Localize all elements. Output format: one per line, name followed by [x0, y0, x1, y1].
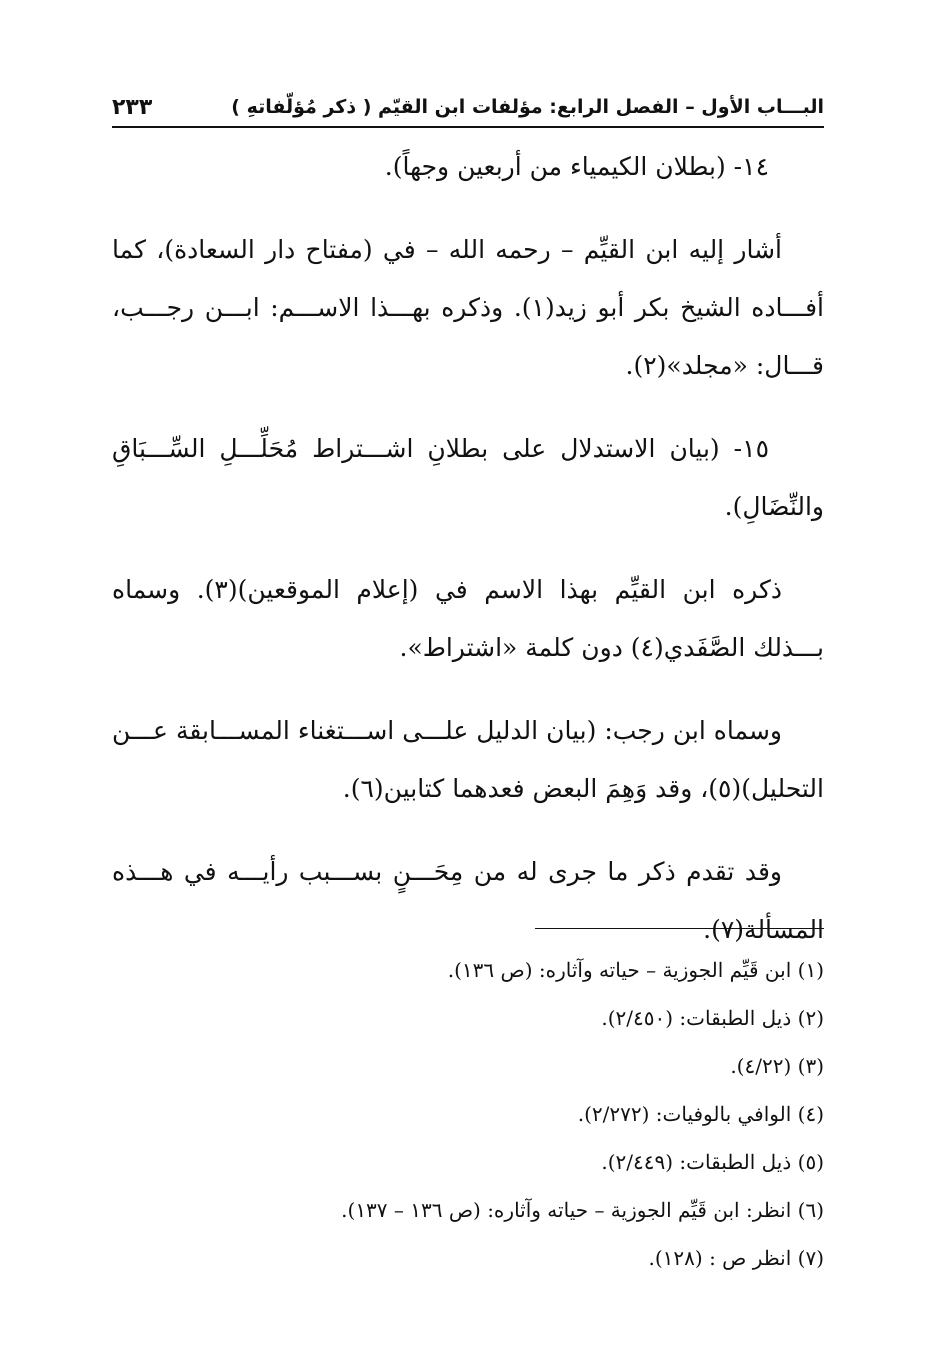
- footnote-4: (٤) الوافي بالوفيات: (٢/٢٧٢).: [577, 1102, 824, 1126]
- page-number: ٢٣٣: [112, 94, 153, 120]
- footnotes-list: [112, 946, 824, 1282]
- footnote-1: (١) ابن قَيِّم الجوزية – حياته وآثاره: (ص ١٣٦).: [447, 958, 824, 982]
- footnote-separator: [535, 928, 824, 929]
- entry-15-alt-title: وسماه ابن رجب: (بيان الدليل علـــى اســـتغناء المســـابقة عـــن التحليل)(٥)، وقد وَهِمَ البعض فعدهما كتابين(٦).: [112, 716, 824, 803]
- footnote-6: (٦) انظر: ابن قَيِّم الجوزية – حياته وآثاره: (ص ١٣٦ – ١٣٧).: [341, 1198, 824, 1222]
- header-title: البـــاب الأول – الفصل الرابع: مؤلفات ابن القيّم ( ذكر مُؤلّفاتهِ ): [231, 96, 824, 118]
- footnote-5: (٥) ذيل الطبقات: (٢/٤٤٩).: [601, 1150, 824, 1174]
- footnote-7: (٧) انظر ص : (١٢٨).: [648, 1246, 824, 1270]
- entry-15-heading: ١٥- (بيان الاستدلال على بطلانِ اشـــتراط مُحَلِّـــلِ السِّـــبَاقِ والنِّضَالِ).: [112, 434, 824, 521]
- entry-15-description: ذكره ابن القيِّم بهذا الاسم في (إعلام الموقعين)(٣). وسماه بـــذلك الصَّفَدي(٤) دون كلمة «اشتراط».: [112, 575, 824, 662]
- main-text: [112, 138, 824, 984]
- entry-15-note: وقد تقدم ذكر ما جرى له من مِحَـــنٍ بســـبب رأيـــه في هـــذه المسألة(٧).: [112, 857, 824, 944]
- footnote-3: (٣) (٤/٢٢).: [730, 1054, 824, 1078]
- footnote-2: (٢) ذيل الطبقات: (٢/٤٥٠).: [601, 1006, 824, 1030]
- running-header: [112, 88, 824, 128]
- entry-14-heading: ١٤- (بطلان الكيمياء من أربعين وجهاً).: [384, 152, 769, 181]
- entry-14-description: أشار إليه ابن القيِّم – رحمه الله – في (مفتاح دار السعادة)، كما أفـــاده الشيخ بكر أبو زيد(١). وذكره بهـــذا الاســـم: ابـــن رجـــب، قـــال: «مجلد»(٢).: [112, 235, 824, 380]
